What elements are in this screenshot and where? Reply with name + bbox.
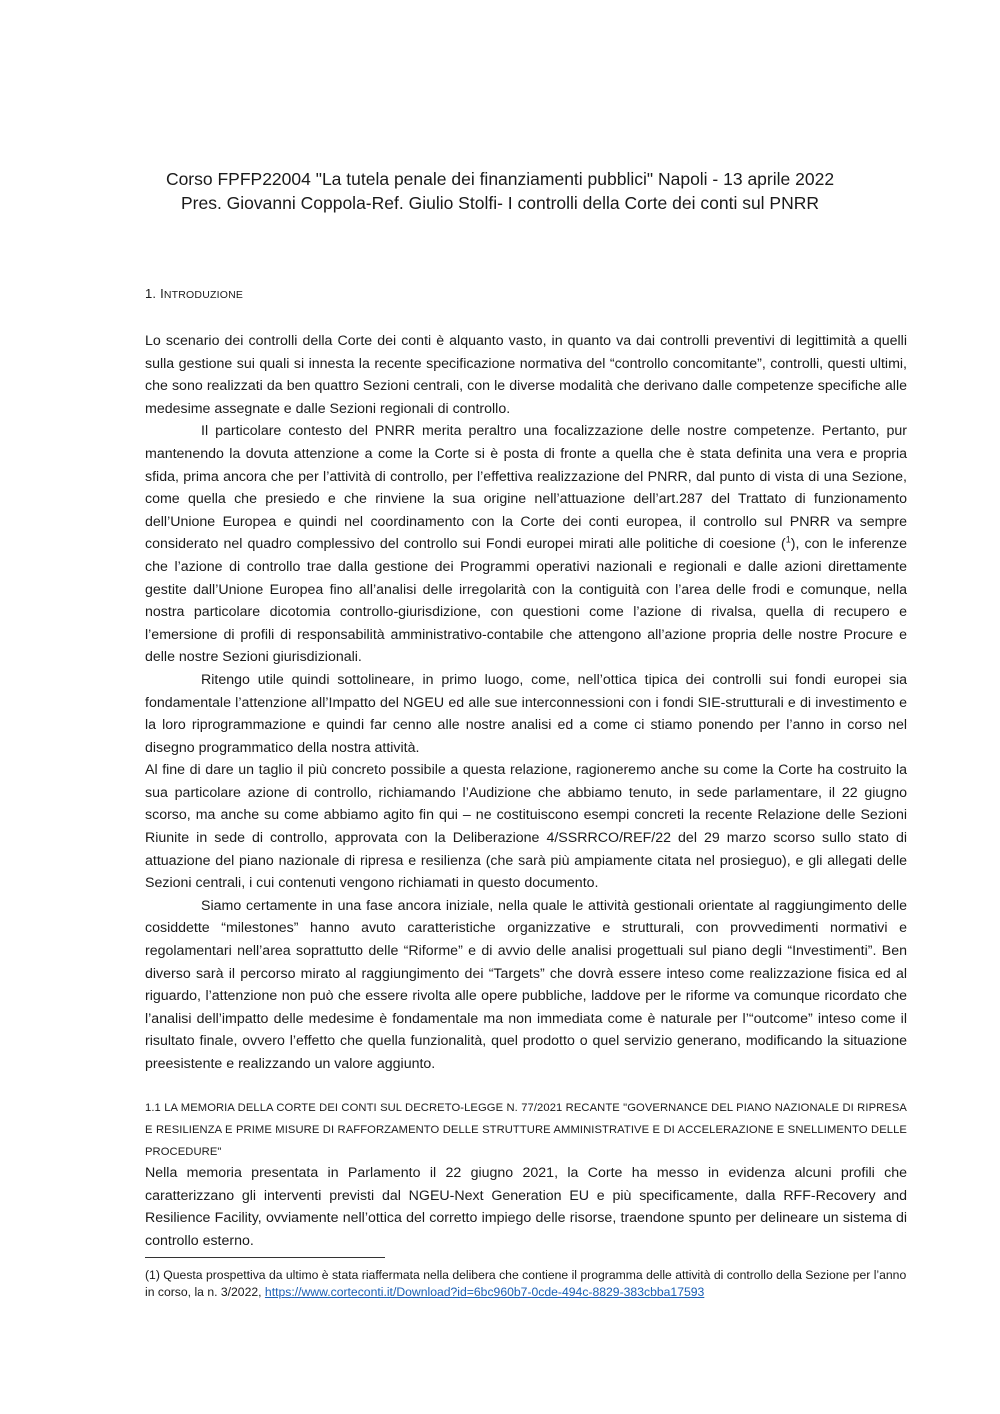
paragraph-text: ), con le inferenze che l’azione di controllo trae dalla gestione dei Programmi operativi nazionali e regionali e dalle azioni direttamente gestite dall’Unione Europea fino all’analisi delle irregolarità con la contiguità con l’area delle frodi e comunque, nella nostra particolare dicotomia controllo-giurisdizione, con questioni come l’azione di rivalsa, quella di recupero e l’emersione di profili di responsabilità amministrativo-contabile che attengono all’azione propria delle nostre Procure e delle nostre Sezioni giurisdizionali. xyxy=(145,536,907,666)
section-heading-introduction xyxy=(145,286,243,301)
course-title: Corso FPFP22004 "La tutela penale dei finanziamenti pubblici" Napoli - 13 aprile 2022 xyxy=(165,169,835,189)
course-subtitle: Pres. Giovanni Coppola-Ref. Giulio Stolfi- I controlli della Corte dei conti sul PNRR xyxy=(180,193,820,213)
paragraph-text: Il particolare contesto del PNRR merita peraltro una focalizzazione delle nostre competenze. Pertanto, pur mantenendo la dovuta attenzione a come la Corte si è posta di fronte a quella che è stata definita una vera e propria sfida, prima ancora che per l’attività di controllo, per l’effettiva realizzazione del PNRR, dal punto di vista di una Sezione, come quella che presiedo e che rinviene la sua origine nell’attuazione dell’art.287 del Trattato di funzionamento dell’Unione Europea e quindi nel coordinamento con la Corte dei conti europea, il controllo sul PNRR va sempre considerato nel quadro complessivo del controllo sui Fondi europei mirati alle politiche di coesione ( xyxy=(145,423,907,553)
footnote-divider xyxy=(145,1257,385,1258)
paragraph: Al fine di dare un taglio il più concreto possibile a questa relazione, ragioneremo anche su come la Corte ha costruito la sua particolare azione di controllo, richiamando l’Audizione che abbiamo tenuto, in sede parlamentare, il 22 giugno scorso, ma anche su come abbiamo agito fin qui – ne costituiscono esempi concreti la recente Relazione delle Sezioni Riunite in sede di controllo, approvata con la Deliberazione 4/SSRRCO/REF/22 del 29 marzo scorso sullo stato di attuazione del piano nazionale di ripresa e resilienza (che sarà più ampiamente citata nel prosieguo), e gli allegati delle Sezioni centrali, i cui contenuti vengono richiamati in questo documento. xyxy=(145,762,907,892)
footnote-text: (1) Questa prospettiva da ultimo è stata riaffermata nella delibera che contiene il programma delle attività di controllo della Sezione per l’anno in corso, la n. 3/2022, xyxy=(145,1268,907,1299)
section-cap: I xyxy=(160,286,164,301)
paragraph: Siamo certamente in una fase ancora iniziale, nella quale le attività gestionali orientate al raggiungimento delle cosiddette “milestones” hanno avuto caratteristiche organizzative e strutturali, con provvedimenti normativi e regolamentari nell’area soprattutto delle “Riforme” e di avvio delle analisi progettuali sul piano degli “Investimenti”. Ben diverso sarà il percorso mirato al raggiungimento dei “Targets” che dovrà essere inteso come realizzazione fisica ed al riguardo, l’attenzione non può che essere rivolta alle opere pubbliche, laddove per le riforme va comunque ricordato che l’analisi dell’impatto delle medesime è fondamentale ma non immediata come è naturale per l’“outcome” inteso come il risultato finale, ovvero l’effetto che quella funzionalità, quel prodotto o quel servizio generano, modificando la situazione preesistente e realizzando un valore aggiunto. xyxy=(145,897,907,1072)
section-rest: NTRODUZIONE xyxy=(163,289,244,301)
paragraph: Lo scenario dei controlli della Corte dei conti è alquanto vasto, in quanto va dai controlli preventivi di legittimità a quelli sulla gestione sui quali si innesta la recente specificazione normativa del “controllo concomitante”, controlli, questi ultimi, che sono realizzati da ben quattro Sezioni centrali, con le diverse modalità che derivano dalle competenze specifiche alle medesime assegnate e dalle Sezioni regionali di controllo. xyxy=(145,333,907,417)
section-number: 1. xyxy=(145,286,161,301)
paragraph xyxy=(145,420,907,669)
footnote-link[interactable]: https://www.corteconti.it/Download?id=6bc960b7-0cde-494c-8829-383cbba17593 xyxy=(264,1285,705,1299)
introduction-body xyxy=(145,330,907,1076)
memoria-body xyxy=(145,1162,907,1252)
section-heading-memoria: 1.1 LA MEMORIA DELLA CORTE DEI CONTI SUL DECRETO-LEGGE N. 77/2021 RECANTE "GOVERNANCE DEL PIANO NAZIONALE DI RIPRESA E RESILIENZA E PRIME MISURE DI RAFFORZAMENTO DELLE STRUTTURE AMMINISTRATIVE E DI ACCELERAZIONE E SNELLIMENTO DELLE PROCEDURE" xyxy=(145,1102,907,1158)
footnote-ref[interactable]: 1 xyxy=(785,534,791,545)
paragraph: Ritengo utile quindi sottolineare, in primo luogo, come, nell’ottica tipica dei controlli sui fondi europei sia fondamentale l’attenzione all’Impatto del NGEU ed alle sue interconnessioni con i fondi SIE-strutturali e di investimento e la loro riprogrammazione e quindi far cenno alle nostre analisi ed a come ci stiamo ponendo per l’anno in corso nel disegno programmatico della nostra attività. xyxy=(145,671,907,756)
paragraph: Nella memoria presentata in Parlamento il 22 giugno 2021, la Corte ha messo in evidenza alcuni profili che caratterizzano gli interventi previsti dal NGEU-Next Generation EU e più specificamente, dalla RFF-Recovery and Resilience Facility, ovviamente nell’ottica del corretto impiego delle risorse, traendone spunto per delineare un sistema di controllo esterno. xyxy=(145,1165,907,1249)
footnote xyxy=(145,1267,915,1301)
